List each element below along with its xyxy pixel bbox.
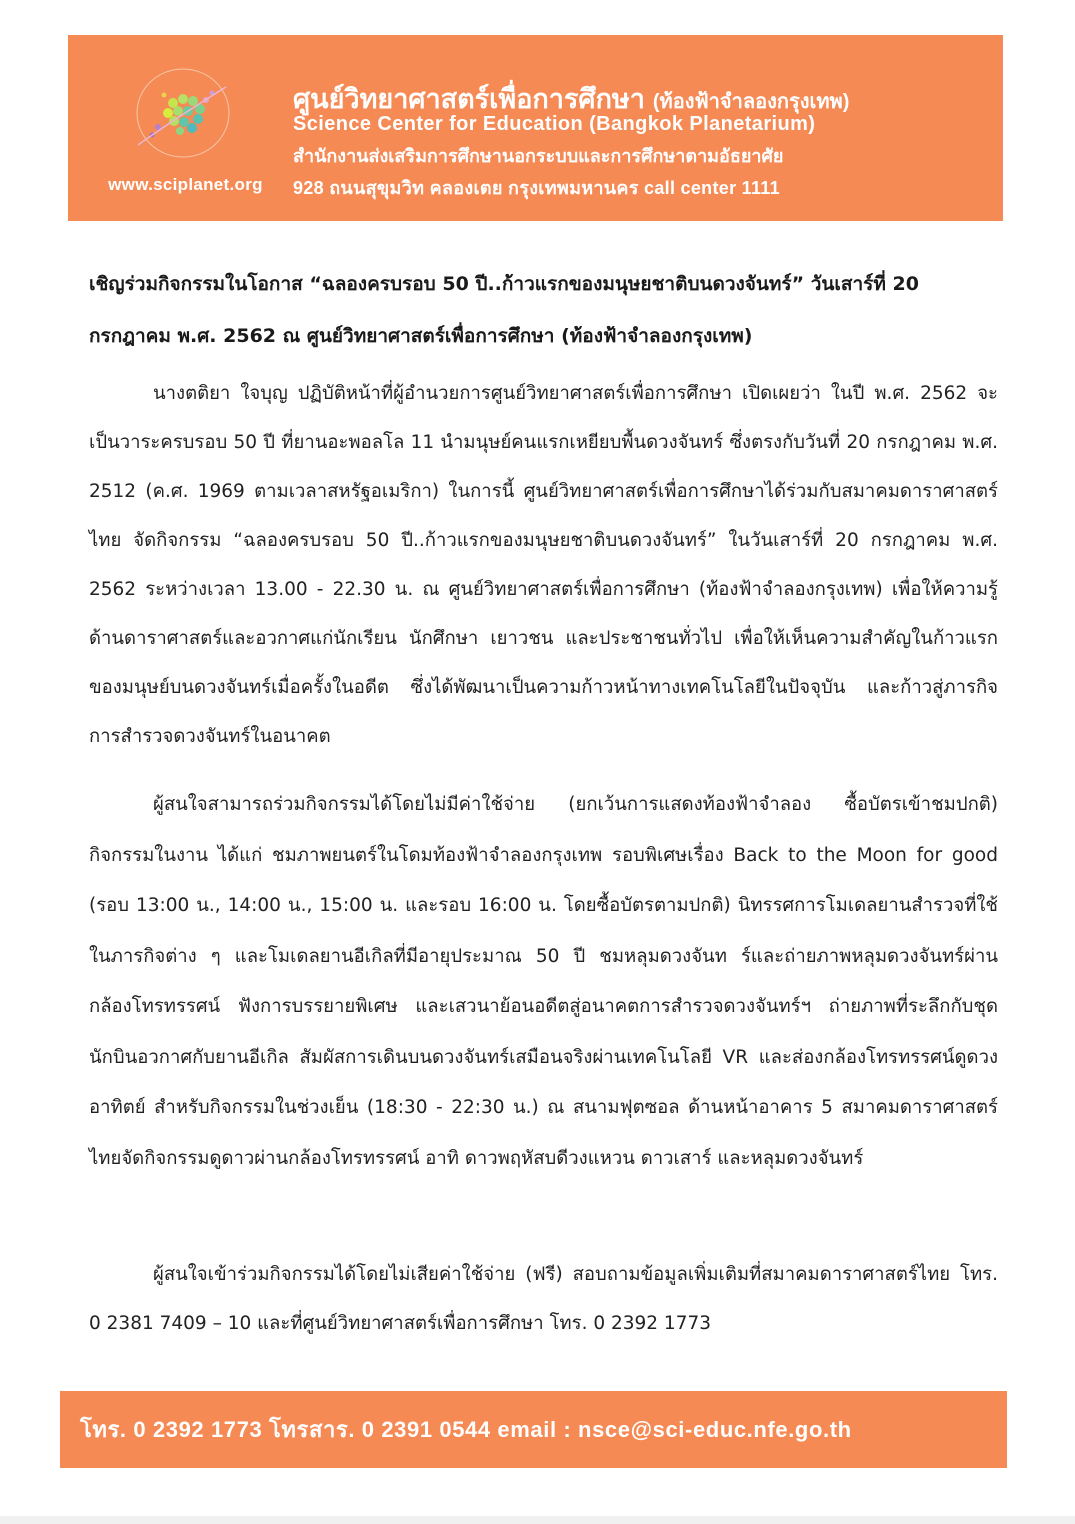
office-name: สำนักงานส่งเสริมการศึกษานอกระบบและการศึกษาตามอัธยาศัย bbox=[293, 146, 784, 166]
center-title-paren: (ท้องฟ้าจำลองกรุงเทพ) bbox=[652, 91, 850, 113]
header-banner bbox=[68, 35, 1003, 221]
planet-dots-logo-icon bbox=[128, 65, 238, 165]
paragraph-contact: ผู้สนใจเข้าร่วมกิจกรรมได้โดยไม่เสียค่าใช้จ่าย (ฟรี) สอบถามข้อมูลเพิ่มเติมที่สมาคมดาราศาสตร์ไทย โทร. 0 2381 7409 – 10 และที่ศูนย์วิทยาศาสตร์เพื่อการศึกษา โทร. 0 2392 1773 bbox=[89, 1264, 998, 1334]
website-url: www.sciplanet.org bbox=[108, 175, 263, 194]
center-title-en: Science Center for Education (Bangkok Planetarium) bbox=[293, 113, 816, 135]
footer-banner bbox=[60, 1391, 1007, 1468]
headline: เชิญร่วมกิจกรรมในโอกาส “ฉลองครบรอบ 50 ปี..ก้าวแรกของมนุษยชาติบนดวงจันทร์” วันเสาร์ที่ 20 กรกฎาคม พ.ศ. 2562 ณ ศูนย์วิทยาศาสตร์เพื่อการศึกษา (ท้องฟ้าจำลองกรุงเทพ) bbox=[89, 273, 919, 347]
footer-contact: โทร. 0 2392 1773 โทรสาร. 0 2391 0544 email : nsce@sci-educ.nfe.go.th bbox=[80, 1417, 852, 1442]
page-bottom-strip bbox=[0, 1516, 1075, 1524]
paragraph-intro: นางตติยา ใจบุญ ปฏิบัติหน้าที่ผู้อำนวยการศูนย์วิทยาศาสตร์เพื่อการศึกษา เปิดเผยว่า ในปี พ.ศ. 2562 จะเป็นวาระครบรอบ 50 ปี ที่ยานอะพอลโล 11 นำมนุษย์คนแรกเหยียบพื้นดวงจันทร์ ซึ่งตรงกับวันที่ 20 กรกฎาคม พ.ศ. 2512 (ค.ศ. 1969 ตามเวลาสหรัฐอเมริกา) ในการนี้ ศูนย์วิทยาศาสตร์เพื่อการศึกษาได้ร่วมกับสมาคมดาราศาสตร์ไทย จัดกิจกรรม “ฉลองครบรอบ 50 ปี..ก้าวแรกของมนุษยชาติบนดวงจันทร์” ในวันเสาร์ที่ 20 กรกฎาคม พ.ศ. 2562 ระหว่างเวลา 13.00 - 22.30 น. ณ ศูนย์วิทยาศาสตร์เพื่อการศึกษา (ท้องฟ้าจำลองกรุงเทพ) เพื่อให้ความรู้ด้านดาราศาสตร์และอวกาศแก่นักเรียน นักศึกษา เยาวชน และประชาชนทั่วไป เพื่อให้เห็นความสำคัญในก้าวแรกของมนุษย์บนดวงจันทร์เมื่อครั้งในอดีต ซึ่งได้พัฒนาเป็นความก้าวหน้าทางเทคโนโลยีในปัจจุบัน และก้าวสู่ภารกิจการสำรวจดวงจันทร์ในอนาคต bbox=[89, 383, 998, 747]
paragraph-activities: ผู้สนใจสามารถร่วมกิจกรรมได้โดยไม่มีค่าใช้จ่าย (ยกเว้นการแสดงท้องฟ้าจำลอง ซื้อบัตรเข้าชมปกติ) กิจกรรมในงาน ได้แก่ ชมภาพยนตร์ในโดมท้องฟ้าจำลองกรุงเทพ รอบพิเศษเรื่อง Back to the Moon for good (รอบ 13:00 น., 14:00 น., 15:00 น. และรอบ 16:00 น. โดยซื้อบัตรตามปกติ) นิทรรศการโมเดลยานสำรวจที่ใช้ในภารกิจต่าง ๆ และโมเดลยานอีเกิลที่มีอายุประมาณ 50 ปี ชมหลุมดวงจันท ร์และถ่ายภาพหลุมดวงจันทร์ผ่านกล้องโทรทรรศน์ ฟังการบรรยายพิเศษ และเสวนาย้อนอดีตสู่อนาคตการสำรวจดวงจันทร์ฯ ถ่ายภาพที่ระลึกกับชุดนักบินอวกาศกับยานอีเกิล สัมผัสการเดินบนดวงจันทร์เสมือนจริงผ่านเทคโนโลยี VR และส่องกล้องโทรทรรศน์ดูดวงอาทิตย์ สำหรับกิจกรรมในช่วงเย็น (18:30 - 22:30 น.) ณ สนามฟุตซอล ด้านหน้าอาคาร 5 สมาคมดาราศาสตร์ไทยจัดกิจกรรมดูดาวผ่านกล้องโทรทรรศน์ อาทิ ดาวพฤหัสบดีวงแหวน ดาวเสาร์ และหลุมดวงจันทร์ bbox=[89, 794, 998, 1169]
center-title-th: ศูนย์วิทยาศาสตร์เพื่อการศึกษา bbox=[293, 84, 645, 114]
address-line: 928 ถนนสุขุมวิท คลองเตย กรุงเทพมหานคร call center 1111 bbox=[293, 178, 780, 198]
